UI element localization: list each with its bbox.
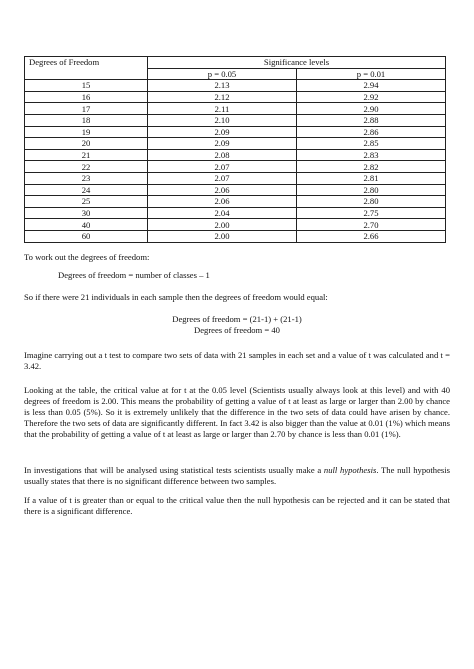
header-degrees-of-freedom: Degrees of Freedom [25, 57, 148, 80]
formula-line-1: Degrees of freedom = (21-1) + (21-1) [172, 314, 302, 324]
table-row [25, 80, 446, 92]
table-row [25, 138, 446, 150]
cell-degrees-of-freedom: 20 [25, 138, 148, 150]
cell-p-005: 2.07 [148, 172, 297, 184]
cell-p-005: 2.12 [148, 91, 297, 103]
table-row [25, 149, 446, 161]
cell-p-001: 2.80 [297, 196, 446, 208]
table-row [25, 184, 446, 196]
cell-p-005: 2.07 [148, 161, 297, 173]
cell-p-001: 2.85 [297, 138, 446, 150]
cell-p-001: 2.70 [297, 219, 446, 231]
cell-p-001: 2.83 [297, 149, 446, 161]
formula-general: Degrees of freedom = number of classes – 1 [58, 270, 210, 280]
table-row [25, 126, 446, 138]
cell-degrees-of-freedom: 21 [25, 149, 148, 161]
cell-degrees-of-freedom: 16 [25, 91, 148, 103]
cell-p-001: 2.80 [297, 184, 446, 196]
table-row [25, 230, 446, 242]
cell-p-005: 2.09 [148, 138, 297, 150]
cell-p-001: 2.94 [297, 80, 446, 92]
cell-degrees-of-freedom: 23 [25, 172, 148, 184]
cell-degrees-of-freedom: 15 [25, 80, 148, 92]
cell-p-005: 2.00 [148, 219, 297, 231]
cell-p-005: 2.00 [148, 230, 297, 242]
example-intro-text: So if there were 21 individuals in each sample then the degrees of freedom would equal: [24, 292, 328, 302]
paragraph-reject: If a value of t is greater than or equal to the critical value then the null hypothesis can be rejected and it can be stated that there is a significant difference. [24, 495, 450, 516]
cell-degrees-of-freedom: 18 [25, 114, 148, 126]
cell-p-005: 2.06 [148, 184, 297, 196]
cell-degrees-of-freedom: 40 [25, 219, 148, 231]
cell-degrees-of-freedom: 25 [25, 196, 148, 208]
table-row [25, 219, 446, 231]
cell-p-005: 2.06 [148, 196, 297, 208]
cell-degrees-of-freedom: 30 [25, 207, 148, 219]
header-p-005: p = 0.05 [148, 68, 297, 80]
cell-p-001: 2.86 [297, 126, 446, 138]
table-row [25, 103, 446, 115]
cell-p-005: 2.13 [148, 80, 297, 92]
cell-degrees-of-freedom: 60 [25, 230, 148, 242]
cell-p-001: 2.75 [297, 207, 446, 219]
cell-p-001: 2.82 [297, 161, 446, 173]
cell-p-001: 2.66 [297, 230, 446, 242]
cell-degrees-of-freedom: 17 [25, 103, 148, 115]
cell-p-001: 2.81 [297, 172, 446, 184]
paragraph-null-hypothesis [24, 465, 450, 487]
formula-line-2: Degrees of freedom = 40 [194, 325, 280, 335]
header-significance-levels: Significance levels [148, 57, 446, 69]
table-row [25, 207, 446, 219]
cell-p-001: 2.88 [297, 114, 446, 126]
null-text-start: In investigations that will be analysed using statistical tests scientists usually make a [24, 465, 324, 475]
cell-degrees-of-freedom: 24 [25, 184, 148, 196]
cell-degrees-of-freedom: 19 [25, 126, 148, 138]
cell-p-005: 2.08 [148, 149, 297, 161]
critical-values-table [24, 56, 446, 243]
cell-degrees-of-freedom: 22 [25, 161, 148, 173]
table-row [25, 172, 446, 184]
cell-p-005: 2.04 [148, 207, 297, 219]
intro-text: To work out the degrees of freedom: [24, 252, 150, 262]
cell-p-001: 2.90 [297, 103, 446, 115]
table-row [25, 161, 446, 173]
null-hypothesis-term: null hypothesis [323, 465, 377, 475]
cell-p-005: 2.09 [148, 126, 297, 138]
header-p-001: p = 0.01 [297, 68, 446, 80]
paragraph-t-test: Imagine carrying out a t test to compare two sets of data with 21 samples in each set and a value of t was calculated and t = 3.42. [24, 350, 450, 371]
paragraph-table-interpretation: Looking at the table, the critical value at for t at the 0.05 level (Scientists usually always look at this level) and with 40 degrees of freedom is 2.00. This means the probability of getting a value of t at least as large or larger than 2.00 by chance is less than 0.05 (5%). So it is extremely unlikely that the difference in the two sets of data could have arisen by chance. Therefore the two sets of data are significantly different. In fact 3.42 is also bigger than the value at 0.01 (1%) which means that the probability of getting a value of t at least as large or larger than 2.70 by chance is less than 0.01 (1%). [24, 385, 450, 439]
cell-p-001: 2.92 [297, 91, 446, 103]
null-text-end: . The null hypothesis usually states that there is no significant difference between two samples. [24, 465, 450, 486]
table-row [25, 91, 446, 103]
table-row [25, 114, 446, 126]
cell-p-005: 2.11 [148, 103, 297, 115]
cell-p-005: 2.10 [148, 114, 297, 126]
table-row [25, 196, 446, 208]
table-body [25, 80, 446, 242]
